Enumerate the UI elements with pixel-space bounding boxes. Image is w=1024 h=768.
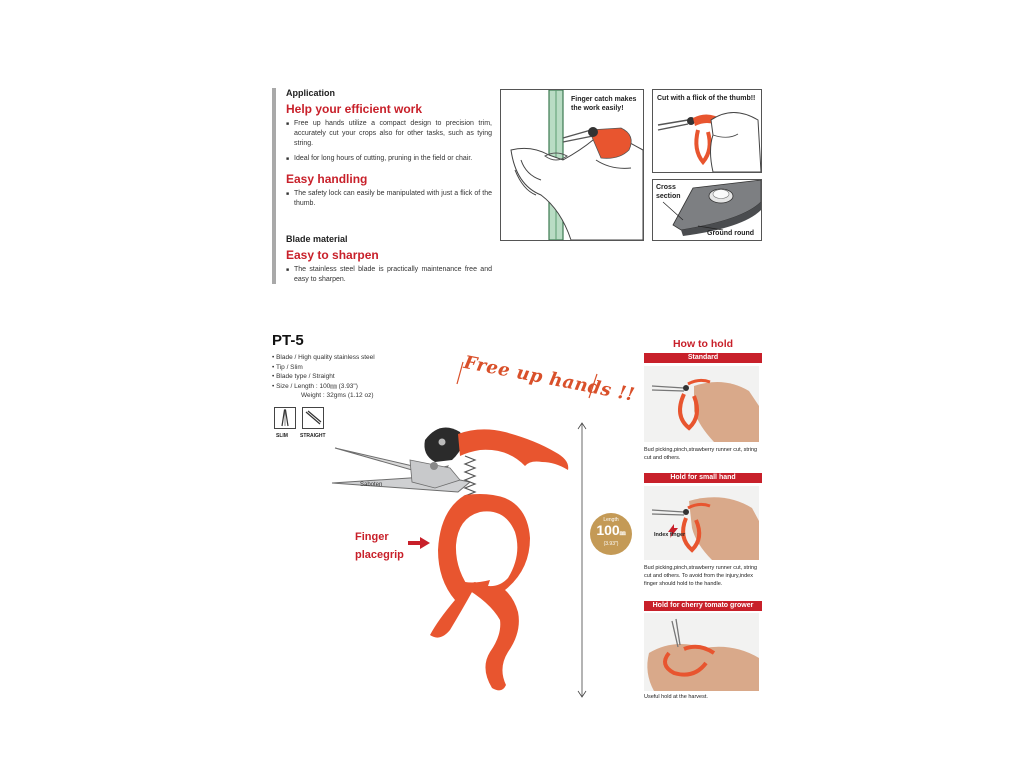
finger-arrow-icon [408, 537, 430, 549]
spec-blade: • Blade / High quality stainless steel [272, 354, 375, 361]
cherry-tomato-hold-bar: Hold for cherry tomato grower [644, 601, 762, 611]
length-badge-value: 100㎜ [596, 522, 626, 538]
index-finger-label: Index finger [654, 532, 686, 538]
spec-blade-type: • Blade type / Straight [272, 373, 335, 380]
slim-tip-icon [274, 407, 296, 429]
standard-hold-photo [644, 366, 759, 442]
spec-size: • Size / Length : 100㎜ (3.93") [272, 382, 358, 390]
finger-placegrip-label: Finger placegrip [355, 531, 404, 561]
thumb-flick-illustration [652, 89, 762, 173]
cherry-tomato-hold-photo [644, 613, 759, 691]
length-badge [590, 513, 632, 555]
how-to-hold-title: How to hold [672, 338, 734, 350]
small-hand-hold-caption: Bud picking,pinch,strawberry runner cut, string cut and others. To avoid from the injury,index finger should hold to the handle. [644, 565, 758, 587]
blade-material-label: Blade material [286, 234, 348, 244]
small-hand-hold-photo [644, 486, 759, 560]
spec-tip: • Tip / Slim [272, 363, 303, 371]
easy-sharpen-heading: Easy to sharpen [286, 248, 379, 262]
length-badge-label: Length [603, 517, 619, 523]
cross-section-caption: Cross section [656, 184, 681, 200]
spec-weight: Weight : 32gms (1.12 oz) [301, 392, 374, 399]
small-hand-hold-bar: Hold for small hand [644, 473, 762, 483]
blade-material-section [272, 234, 492, 284]
spec-list [272, 353, 432, 401]
cross-section-illustration [652, 179, 762, 241]
length-badge-inches: (3.93") [603, 541, 619, 547]
blade-bullet-1: ■ The stainless steel blade is practically maintenance free and easy to sharpen. [286, 265, 492, 285]
application-bullet-1: ■ Free up hands utilize a compact design to precision trim, accurately cut your crops also for other tasks, such as tying string. [286, 119, 492, 149]
ground-round-caption: Ground round [707, 230, 755, 237]
application-bullet-2: ■ Ideal for long hours of cutting, pruning in the field or chair. [286, 154, 492, 164]
finger-catch-illustration [500, 89, 644, 241]
length-dimension-line [577, 422, 587, 698]
easy-handling-heading: Easy handling [286, 172, 368, 186]
straight-blade-icon [302, 407, 324, 429]
thumb-flick-caption: Cut with a flick of the thumb!! [657, 95, 756, 102]
efficient-work-heading: Help your efficient work [286, 102, 423, 116]
slogan-text: Free up hands !! [461, 352, 637, 406]
standard-hold-bar: Standard [644, 353, 762, 363]
slim-label: SLIM [276, 433, 288, 439]
application-label: Application [286, 88, 335, 98]
standard-hold-caption: Bud picking,pinch,strawberry runner cut, string cut and others. [644, 447, 758, 461]
handling-bullet-1: ■ The safety lock can easily be manipulated with just a flick of the thumb. [286, 189, 492, 209]
straight-label: STRAIGHT [300, 433, 326, 439]
cherry-tomato-hold-caption: Useful hold at the harvest. [644, 694, 708, 700]
blade-brand-text: Saboten [360, 482, 383, 488]
finger-catch-caption: Finger catch makes the work easily! [571, 96, 637, 112]
application-section [272, 88, 492, 234]
model-title: PT-5 [272, 332, 304, 349]
